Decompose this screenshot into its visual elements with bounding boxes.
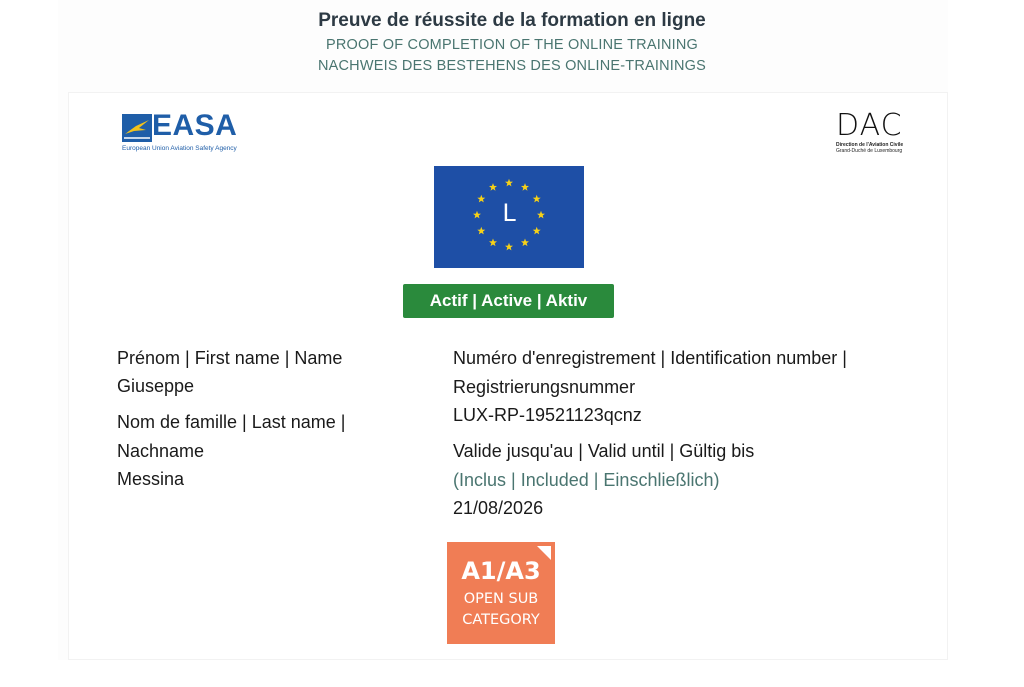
first-name-value: Giuseppe xyxy=(117,376,195,396)
dac-name: DAC xyxy=(836,108,903,143)
category-code: A1/A3 xyxy=(461,557,541,585)
certificate-header xyxy=(0,10,1024,74)
id-number-label-german: Registrierungsnummer xyxy=(453,377,636,397)
registration-details xyxy=(453,344,923,522)
star-icon xyxy=(477,227,485,235)
eu-flag xyxy=(434,166,584,268)
category-line-1: OPEN SUB xyxy=(463,591,539,607)
star-icon xyxy=(521,239,529,247)
star-icon xyxy=(505,179,513,187)
title-german: NACHWEIS DES BESTEHENS DES ONLINE-TRAININGS xyxy=(317,58,707,74)
id-number-value: LUX-RP-19521123qcnz xyxy=(453,405,642,425)
last-name-label: Nom de famille | Last name | xyxy=(117,412,346,432)
country-letter: L xyxy=(502,199,516,227)
dac-subtitle-1: Direction de l'Aviation Civile xyxy=(836,142,904,148)
last-name-label-german: Nachname xyxy=(117,441,205,461)
last-name-value: Messina xyxy=(117,469,185,489)
dac-subtitle-2: Grand-Duché de Luxembourg xyxy=(836,148,903,154)
star-icon xyxy=(521,183,529,191)
status-badge: Actif | Active | Aktiv xyxy=(403,284,614,318)
easa-name: EASA xyxy=(152,109,238,142)
star-icon xyxy=(505,243,513,251)
id-number-label: Numéro d'enregistrement | Identification number | xyxy=(453,348,847,368)
star-icon xyxy=(533,227,541,235)
title-english: PROOF OF COMPLETION OF THE ONLINE TRAINING xyxy=(325,37,698,53)
valid-until-date: 21/08/2026 xyxy=(453,498,544,518)
easa-subtitle: European Union Aviation Safety Agency xyxy=(122,145,237,152)
person-details xyxy=(117,344,417,493)
easa-emblem-icon xyxy=(122,114,152,142)
corner-fold-icon xyxy=(537,546,551,560)
title-french: Preuve de réussite de la formation en ligne xyxy=(318,10,706,31)
dac-logo xyxy=(836,110,906,162)
valid-until-label: Valide jusqu'au | Valid until | Gültig bis xyxy=(453,441,755,461)
valid-until-note: (Inclus | Included | Einschließlich) xyxy=(453,470,720,490)
easa-logo xyxy=(122,109,246,154)
star-icon xyxy=(489,183,497,191)
category-line-2: CATEGORY xyxy=(462,612,540,628)
first-name-label: Prénom | First name | Name xyxy=(117,348,343,368)
star-icon xyxy=(489,239,497,247)
category-badge xyxy=(447,542,555,644)
